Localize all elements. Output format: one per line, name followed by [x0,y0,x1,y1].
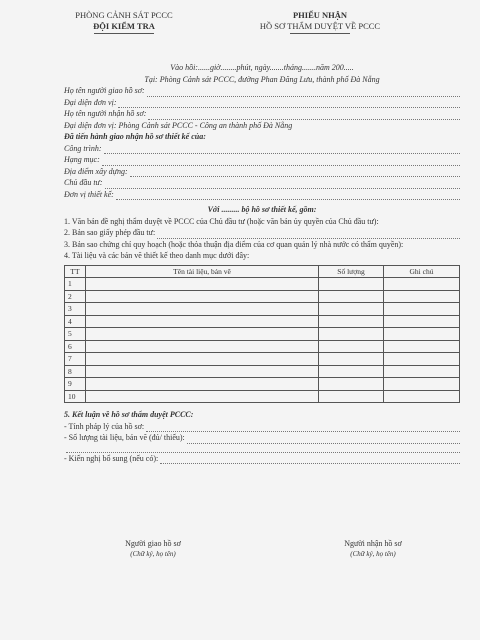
cell-name[interactable] [86,353,319,366]
cell-name[interactable] [86,340,319,353]
item-1: 1. Văn bản đề nghị thẩm duyệt về PCCC của Chủ đầu tư (hoặc văn bản ủy quyền của Chủ đầu tư): [64,216,379,226]
row-number: 1 [65,278,86,291]
field-label: Họ tên người giao hồ sơ: [64,86,145,95]
field-receiver-unit [64,120,460,132]
table-row [65,340,460,353]
row-number: 9 [65,378,86,391]
table-row [65,303,460,316]
signature-title: Người nhận hồ sơ [344,539,402,548]
dotted-line [66,444,460,453]
header-note: Ghi chú [384,265,460,278]
cell-qty[interactable] [319,303,384,316]
field-label: Công trình: [64,143,102,153]
cell-note[interactable] [384,290,460,303]
field-designer[interactable] [64,189,460,201]
cell-qty[interactable] [319,390,384,403]
cell-qty[interactable] [319,290,384,303]
row-number: 4 [65,315,86,328]
header-qty: Số lượng [319,265,384,278]
cell-note[interactable] [384,315,460,328]
field-investor[interactable] [64,177,460,189]
field-label: Hạng mục: [64,155,100,164]
table-row [65,378,460,391]
row-number: 3 [65,303,86,316]
section-handover-title: Đã tiến hành giao nhận hồ sơ thiết kế của: [64,132,206,141]
signature-receiver [318,538,428,560]
document-list-table [64,265,460,404]
dotted-line [187,435,460,444]
field-category[interactable] [64,154,460,166]
field-label: Đơn vị thiết kế: [64,189,114,199]
field-label: Họ tên người nhận hồ sơ: [64,109,147,118]
signature-deliverer [98,538,208,560]
row-number: 8 [65,365,86,378]
place-line: Tại: Phòng Cảnh sát PCCC, đường Phan Đăng Lưu, thành phố Đà Nẵng [144,74,380,84]
cell-note[interactable] [384,278,460,291]
signature-title: Người giao hồ sơ [125,539,181,548]
item-3: 3. Bản sao chứng chỉ quy hoạch (hoặc thỏa thuận địa điểm của cơ quan quản lý nhà nước có thẩm quyền): [64,239,404,249]
cell-note[interactable] [384,378,460,391]
dotted-line [105,180,460,189]
time-line: Vào hồi:......giờ........phút, ngày.......tháng.......năm 200..... [170,63,354,72]
field-label: - Số lượng tài liệu, bản vẽ (đủ/ thiếu): [64,433,185,442]
cell-qty[interactable] [319,278,384,291]
table-row [65,365,460,378]
row-number: 10 [65,390,86,403]
table-row [65,353,460,366]
with-line: Với ......... bộ hồ sơ thiết kế, gồm: [207,205,317,214]
cell-name[interactable] [86,365,319,378]
cell-note[interactable] [384,365,460,378]
item-2: 2. Bản sao giấy phép đầu tư: [64,228,156,237]
cell-note[interactable] [384,328,460,341]
cell-qty[interactable] [319,353,384,366]
field-label: Địa điểm xây dựng: [64,166,128,176]
header-name: Tên tài liệu, bản vẽ [86,265,319,278]
field-label: - Tính pháp lý của hồ sơ: [64,421,145,431]
dotted-line [102,157,460,166]
dotted-line [160,455,460,464]
dotted-line [146,423,460,432]
dotted-line [116,191,460,200]
dotted-line [104,145,460,154]
field-project[interactable] [64,143,460,155]
org-header [44,10,204,34]
field-extra-line[interactable] [64,444,460,453]
cell-name[interactable] [86,315,319,328]
org-unit: ĐỘI KIỂM TRA [93,21,155,31]
table-row [65,390,460,403]
field-deliverer-unit[interactable] [64,97,460,109]
field-label: Đại diện đơn vị: [64,97,117,107]
item-2-row[interactable] [64,227,460,239]
field-deliverer-name[interactable] [64,85,460,97]
section-conclusion-title: 5. Kết luận về hồ sơ thẩm duyệt PCCC: [64,410,194,419]
cell-name[interactable] [86,378,319,391]
signature-note: (Chữ ký, họ tên) [350,550,396,558]
dotted-line [147,88,460,97]
field-legality[interactable] [64,421,460,433]
field-label: Chủ đầu tư: [64,178,103,187]
cell-name[interactable] [86,290,319,303]
org-name: PHÒNG CẢNH SÁT PCCC [75,10,173,20]
dotted-line [118,99,460,108]
dotted-line [157,230,460,239]
header-tt: TT [65,265,86,278]
field-label: - Kiến nghị bổ sung (nếu có): [64,453,159,463]
cell-name[interactable] [86,278,319,291]
cell-qty[interactable] [319,378,384,391]
cell-note[interactable] [384,340,460,353]
field-doc-count[interactable] [64,432,460,444]
table-row [65,315,460,328]
row-number: 6 [65,340,86,353]
row-number: 2 [65,290,86,303]
cell-note[interactable] [384,390,460,403]
table-row [65,290,460,303]
cell-qty[interactable] [319,315,384,328]
item-4: 4. Tài liệu và các bản vẽ thiết kế theo danh mục dưới đây: [64,251,250,260]
cell-name[interactable] [86,303,319,316]
form-body [64,62,460,464]
row-number: 7 [65,353,86,366]
dotted-line [148,111,460,120]
doc-title: PHIẾU NHẬN [292,10,348,20]
cell-qty[interactable] [319,328,384,341]
table-header-row [65,265,460,278]
doc-subtitle: HỒ SƠ THẨM DUYỆT VỀ PCCC [259,21,381,31]
table-row [65,278,460,291]
doc-header [240,10,400,34]
dotted-line [130,168,460,177]
cell-note[interactable] [384,303,460,316]
cell-name[interactable] [86,390,319,403]
field-location[interactable] [64,166,460,178]
field-recommendation[interactable] [64,453,460,465]
row-number: 5 [65,328,86,341]
field-label: Đại diện đơn vị: Phòng Cảnh sát PCCC - Công an thành phố Đà Nẵng [64,120,293,130]
title-underline [290,33,350,34]
cell-name[interactable] [86,328,319,341]
signature-note: (Chữ ký, họ tên) [130,550,176,558]
cell-note[interactable] [384,353,460,366]
field-receiver-name[interactable] [64,108,460,120]
org-underline [94,33,154,34]
table-row [65,328,460,341]
cell-qty[interactable] [319,365,384,378]
cell-qty[interactable] [319,340,384,353]
